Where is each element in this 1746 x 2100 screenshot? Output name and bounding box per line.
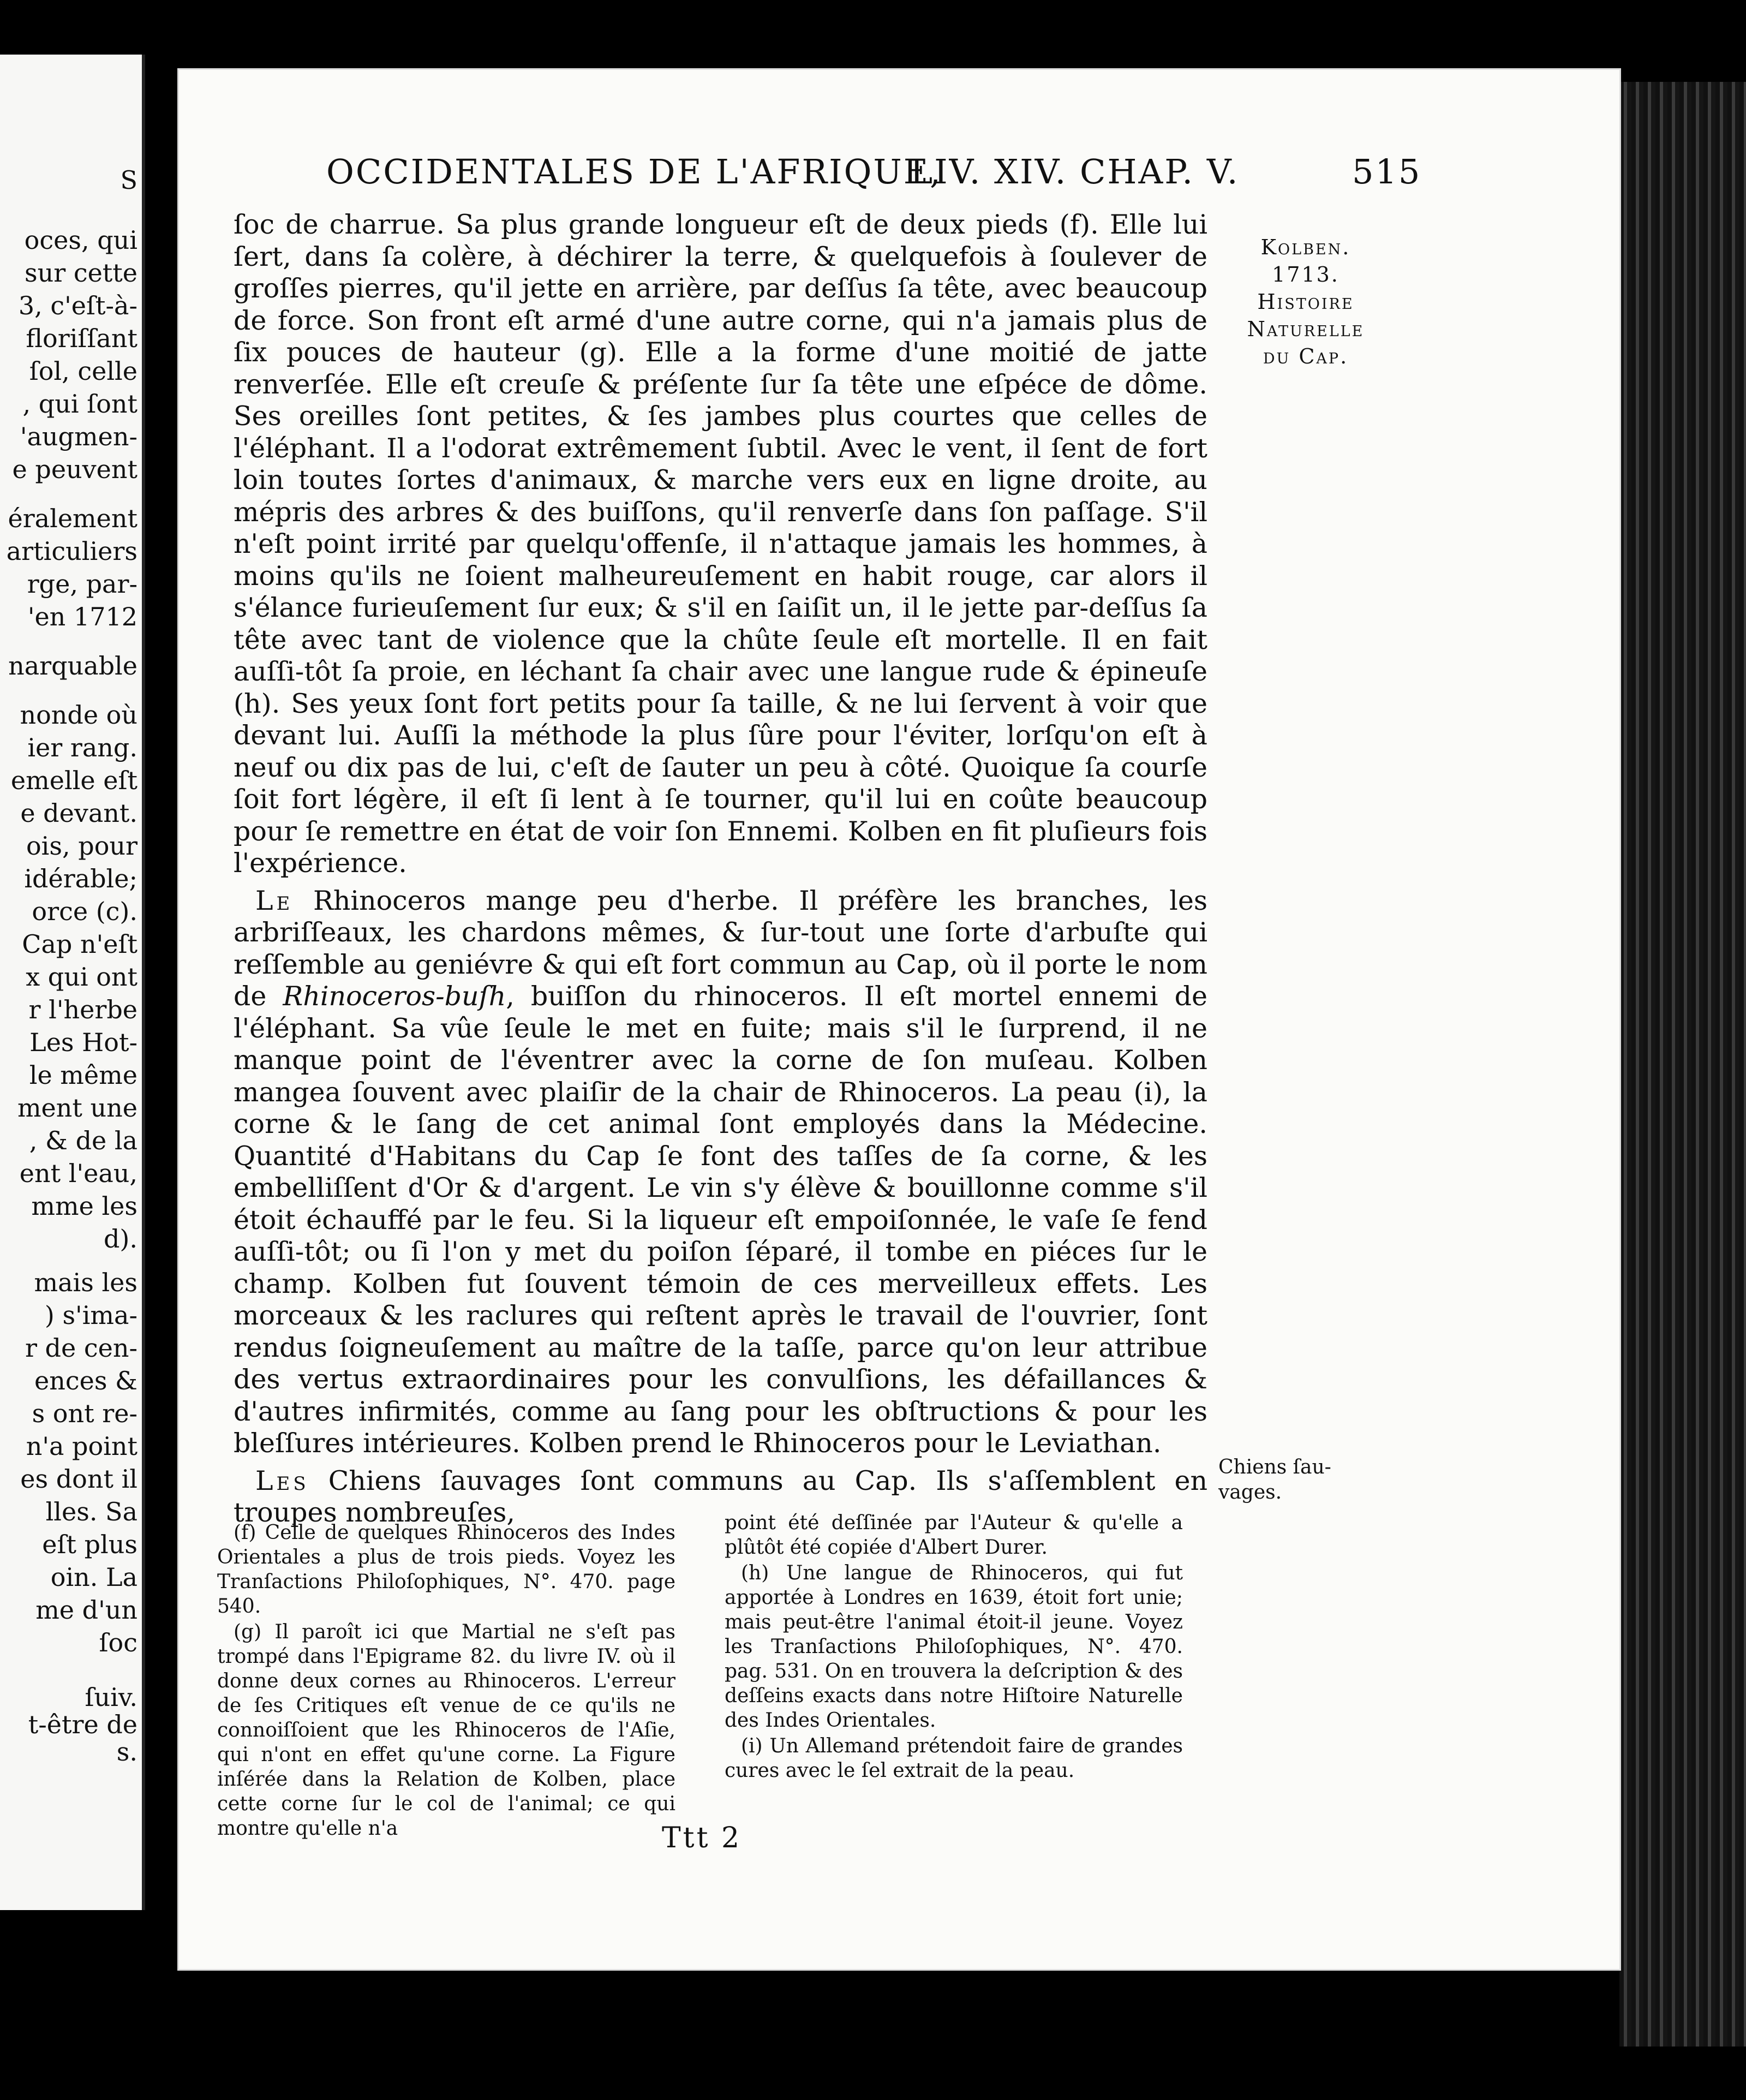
signature-mark: Ttt 2 <box>662 1822 742 1854</box>
main-text <box>234 209 1207 1535</box>
facing-page-text-fragment: e devant. <box>20 798 137 828</box>
facing-page-text-fragment: t-être de <box>28 1710 137 1739</box>
footnote-g: (g) Il paroît ici que Martial ne s'eſt pas trompé dans l'Epigrame 82. du livre IV. où il donne deux cornes au Rhinoceros. L'erreur de ſes Critiques eſt venue de ce qu'ils ne connoiſſoient que les Rhinoceros de l'Aſie, qui n'ont en effet qu'une corne. La Figure inſérée dans la Relation de Kolben, place cette corne ſur le col de l'animal; ce qui montre qu'elle n'a <box>217 1621 675 1840</box>
facing-page-text-fragment: ent l'eau, <box>19 1159 137 1188</box>
facing-page-text-fragment: oces, qui <box>24 225 137 255</box>
facing-page-text-fragment: éralement <box>8 504 137 533</box>
running-title: OCCIDENTALES DE L'AFRIQUE, <box>326 152 942 192</box>
paragraph-3-text: Chiens ſauvages ſont communs au Cap. Ils s'aſſemblent en troupes nombreuſes, <box>234 1465 1208 1528</box>
margin-note-line: Naturelle <box>1247 317 1365 341</box>
footnotes-left-column <box>217 1520 675 1842</box>
facing-page-text-fragment: , qui ſont <box>22 389 137 419</box>
facing-page-text-fragment: ſoc <box>99 1628 137 1657</box>
footnote-i: (i) Un Allemand prétendoit faire de grandes cures avec le ſel extrait de la peau. <box>725 1735 1183 1782</box>
facing-page-text-fragment: ois, pour <box>26 831 137 861</box>
facing-page-text-fragment: x qui ont <box>26 962 137 992</box>
facing-page-text-fragment: d). <box>103 1224 137 1254</box>
facing-page-text-fragment: narquable <box>8 651 137 681</box>
facing-page-text-fragment: 'augmen- <box>20 422 137 451</box>
facing-page-text-fragment: mais les <box>34 1268 137 1297</box>
margin-note-line: Chiens ſau- <box>1218 1456 1331 1478</box>
facing-page-text-fragment: floriſſant <box>26 324 137 353</box>
facing-page-text-fragment: S <box>120 165 137 195</box>
paragraph-2-text-b: , buiſſon du rhinoceros. Il eſt mortel ennemi de l'éléphant. Sa vûe ſeule le met en fuite; mais s'il le ſurprend, il ne manque point de l'éventrer avec la corne de ſon muſeau. Kolben mangea ſouvent avec plaiſir de la chair de Rhinoceros. La peau (i), la corne & le ſang de cet animal ſont employés dans la Médecine. Quantité d'Habitans du Cap ſe font des taſſes de ſa corne, & les embelliſſent d'Or & d'argent. Le vin s'y élève & bouillonne comme s'il étoit échauffé par le feu. Si la liqueur eſt empoiſonnée, le vaſe ſe fend auſſi-tôt; ou ſi l'on y met du poiſon ſéparé, il tombe en piéces ſur le champ. Kolben fut ſouvent témoin de ces merveilleux effets. Les morceaux & les raclures qui reſtent après le travail de l'ouvrier, ſont rendus ſoigneuſement au maître de la taſſe, parce qu'on leur attribue des vertus extraordinaires pour les convulſions, les défaillances & d'autres infirmités, comme au ſang pour les obſtructions & pour les bleſſures intérieures. Kolben prend le Rhinoceros pour le Leviathan. <box>234 981 1208 1459</box>
facing-page-text-fragment: mme les <box>31 1191 137 1221</box>
footnote-f: (f) Celle de quelques Rhinoceros des Indes Orientales a plus de trois pieds. Voyez les Tranſactions Philoſophiques, N°. 470. page 540. <box>217 1522 675 1618</box>
facing-page-text-fragment: sur cette <box>24 258 137 288</box>
facing-page-text-fragment: ences & <box>34 1366 137 1395</box>
facing-page-text-fragment: r de cen- <box>25 1333 137 1363</box>
chapter-reference: LIV. XIV. CHAP. V. <box>910 152 1240 192</box>
facing-page-text-fragment: ) s'ima- <box>44 1300 137 1330</box>
margin-note-line: Histoire <box>1257 290 1354 314</box>
paragraph-3-lead: Les <box>255 1465 309 1496</box>
facing-page-text-fragment: r l'herbe <box>28 995 137 1024</box>
facing-page-text-fragment: 3, c'eſt-à- <box>18 291 137 320</box>
facing-page-text-fragment: s. <box>116 1737 137 1767</box>
facing-page-text-fragment: Les Hot- <box>29 1028 137 1057</box>
facing-page-text-fragment: ſol, celle <box>29 356 137 386</box>
footnotes-right-column <box>725 1511 1183 1784</box>
margin-note-chiens <box>1218 1455 1355 1505</box>
margin-note-line: vages. <box>1218 1481 1282 1504</box>
facing-page-text-fragment: Cap n'eſt <box>22 929 137 959</box>
paragraph-2 <box>234 885 1207 1460</box>
facing-page-text-fragment: 'en 1712 <box>27 602 137 631</box>
footnote-h: (h) Une langue de Rhinoceros, qui fut apportée à Londres en 1639, étoit fort unie; mais peut-être l'animal étoit-il jeune. Voyez les Tranſactions Philoſophiques, N°. 470. pag. 531. On en trouvera la deſcription & des deſſeins exacts dans notre Hiſtoire Naturelle des Indes Orientales. <box>725 1562 1183 1732</box>
margin-note-line: du Cap. <box>1263 344 1349 368</box>
facing-page-text-fragment: ment une <box>17 1093 137 1123</box>
book-page <box>177 68 1621 1971</box>
facing-page-text-fragment: orce (c). <box>32 897 137 926</box>
facing-page-text-fragment: , & de la <box>29 1126 137 1155</box>
facing-page-text-fragment: emelle eſt <box>10 766 137 795</box>
paragraph-2-italic: Rhinoceros-buſh <box>283 981 506 1012</box>
facing-page-text-fragment: idérable; <box>24 864 137 893</box>
facing-page-text-fragment: es dont il <box>20 1464 137 1494</box>
facing-page-text-fragment: articuliers <box>6 536 137 566</box>
paragraph-2-lead: Le <box>255 885 294 916</box>
facing-page-text-fragment: rge, par- <box>27 569 137 599</box>
running-header <box>326 152 1422 201</box>
margin-note-kolben <box>1235 234 1377 370</box>
facing-page-text-fragment: oin. La <box>50 1562 137 1592</box>
page-stack-edges <box>1619 82 1746 2047</box>
margin-note-line: 1713. <box>1272 262 1340 287</box>
facing-page-text-fragment: me d'un <box>35 1595 137 1625</box>
facing-page-text-fragment: ſuiv. <box>85 1683 137 1712</box>
facing-page-text-fragment: e peuvent <box>12 455 137 484</box>
facing-page-text-fragment: lles. Sa <box>45 1497 137 1526</box>
paragraph-2-text-a: Rhinoceros mange peu d'herbe. Il préfère les branches, les arbriſſeaux, les chardons mêmes, & ſur-tout une ſorte d'arbuſte qui reſſemble au geniévre & qui eſt fort commun au Cap, où il porte le nom de <box>234 885 1207 1012</box>
footnote-g-continued: point été deſſinée par l'Auteur & qu'elle a plûtôt été copiée d'Albert Durer. <box>725 1512 1183 1559</box>
page-number: 515 <box>1352 152 1422 192</box>
margin-note-line: Kolben. <box>1260 235 1351 259</box>
facing-page-text-fragment: ier rang. <box>27 733 137 762</box>
facing-page-text-fragment: le même <box>29 1060 137 1090</box>
facing-page-fragment <box>0 55 145 1910</box>
facing-page-text-fragment: n'a point <box>26 1431 137 1461</box>
facing-page-text-fragment: nonde où <box>20 700 137 730</box>
facing-page-text-fragment: eſt plus <box>42 1530 137 1559</box>
facing-page-text-fragment: s ont re- <box>32 1399 137 1428</box>
paragraph-1: ſoc de charrue. Sa plus grande longueur eſt de deux pieds (f). Elle lui ſert, dans ſa colère, à déchirer la terre, & quelquefois à ſoulever de groſſes pierres, qu'il jette en arrière, par deſſus ſa tête, avec beaucoup de force. Son front eſt armé d'une autre corne, qui n'a jamais plus de ſix pouces de hauteur (g). Elle a la forme d'une moitié de jatte renverſée. Elle eſt creuſe & préſente ſur ſa tête une eſpéce de dôme. Ses oreilles ſont petites, & ſes jambes plus courtes que celles de l'éléphant. Il a l'odorat extrêmement ſubtil. Avec le vent, il ſent de fort loin toutes ſortes d'animaux, & marche vers eux en ligne droite, au mépris des arbres & des buiſſons, qu'il renverſe dans ſon paſſage. S'il n'eſt point irrité par quelqu'offenſe, il n'attaque jamais les hommes, à moins qu'ils ne ſoient malheureuſement en habit rouge, car alors il s'élance furieuſement ſur eux; & s'il en ſaiſit un, il le jette par-deſſus ſa tête avec tant de violence que la chûte ſeule eſt mortelle. Il en fait auſſi-tôt ſa proie, en léchant ſa chair avec une langue rude & épineuſe (h). Ses yeux ſont fort petits pour ſa taille, & ne lui ſervent à voir que devant lui. Auſſi la méthode la plus ſûre pour l'éviter, lorſqu'on eſt à neuf ou dix pas de lui, c'eſt de ſauter un peu à côté. Quoique ſa courſe ſoit fort légère, il eſt ſi lent à ſe tourner, qu'il lui en coûte beaucoup pour ſe remettre en état de voir ſon Ennemi. Kolben en fit pluſieurs fois l'expérience. <box>234 209 1207 879</box>
